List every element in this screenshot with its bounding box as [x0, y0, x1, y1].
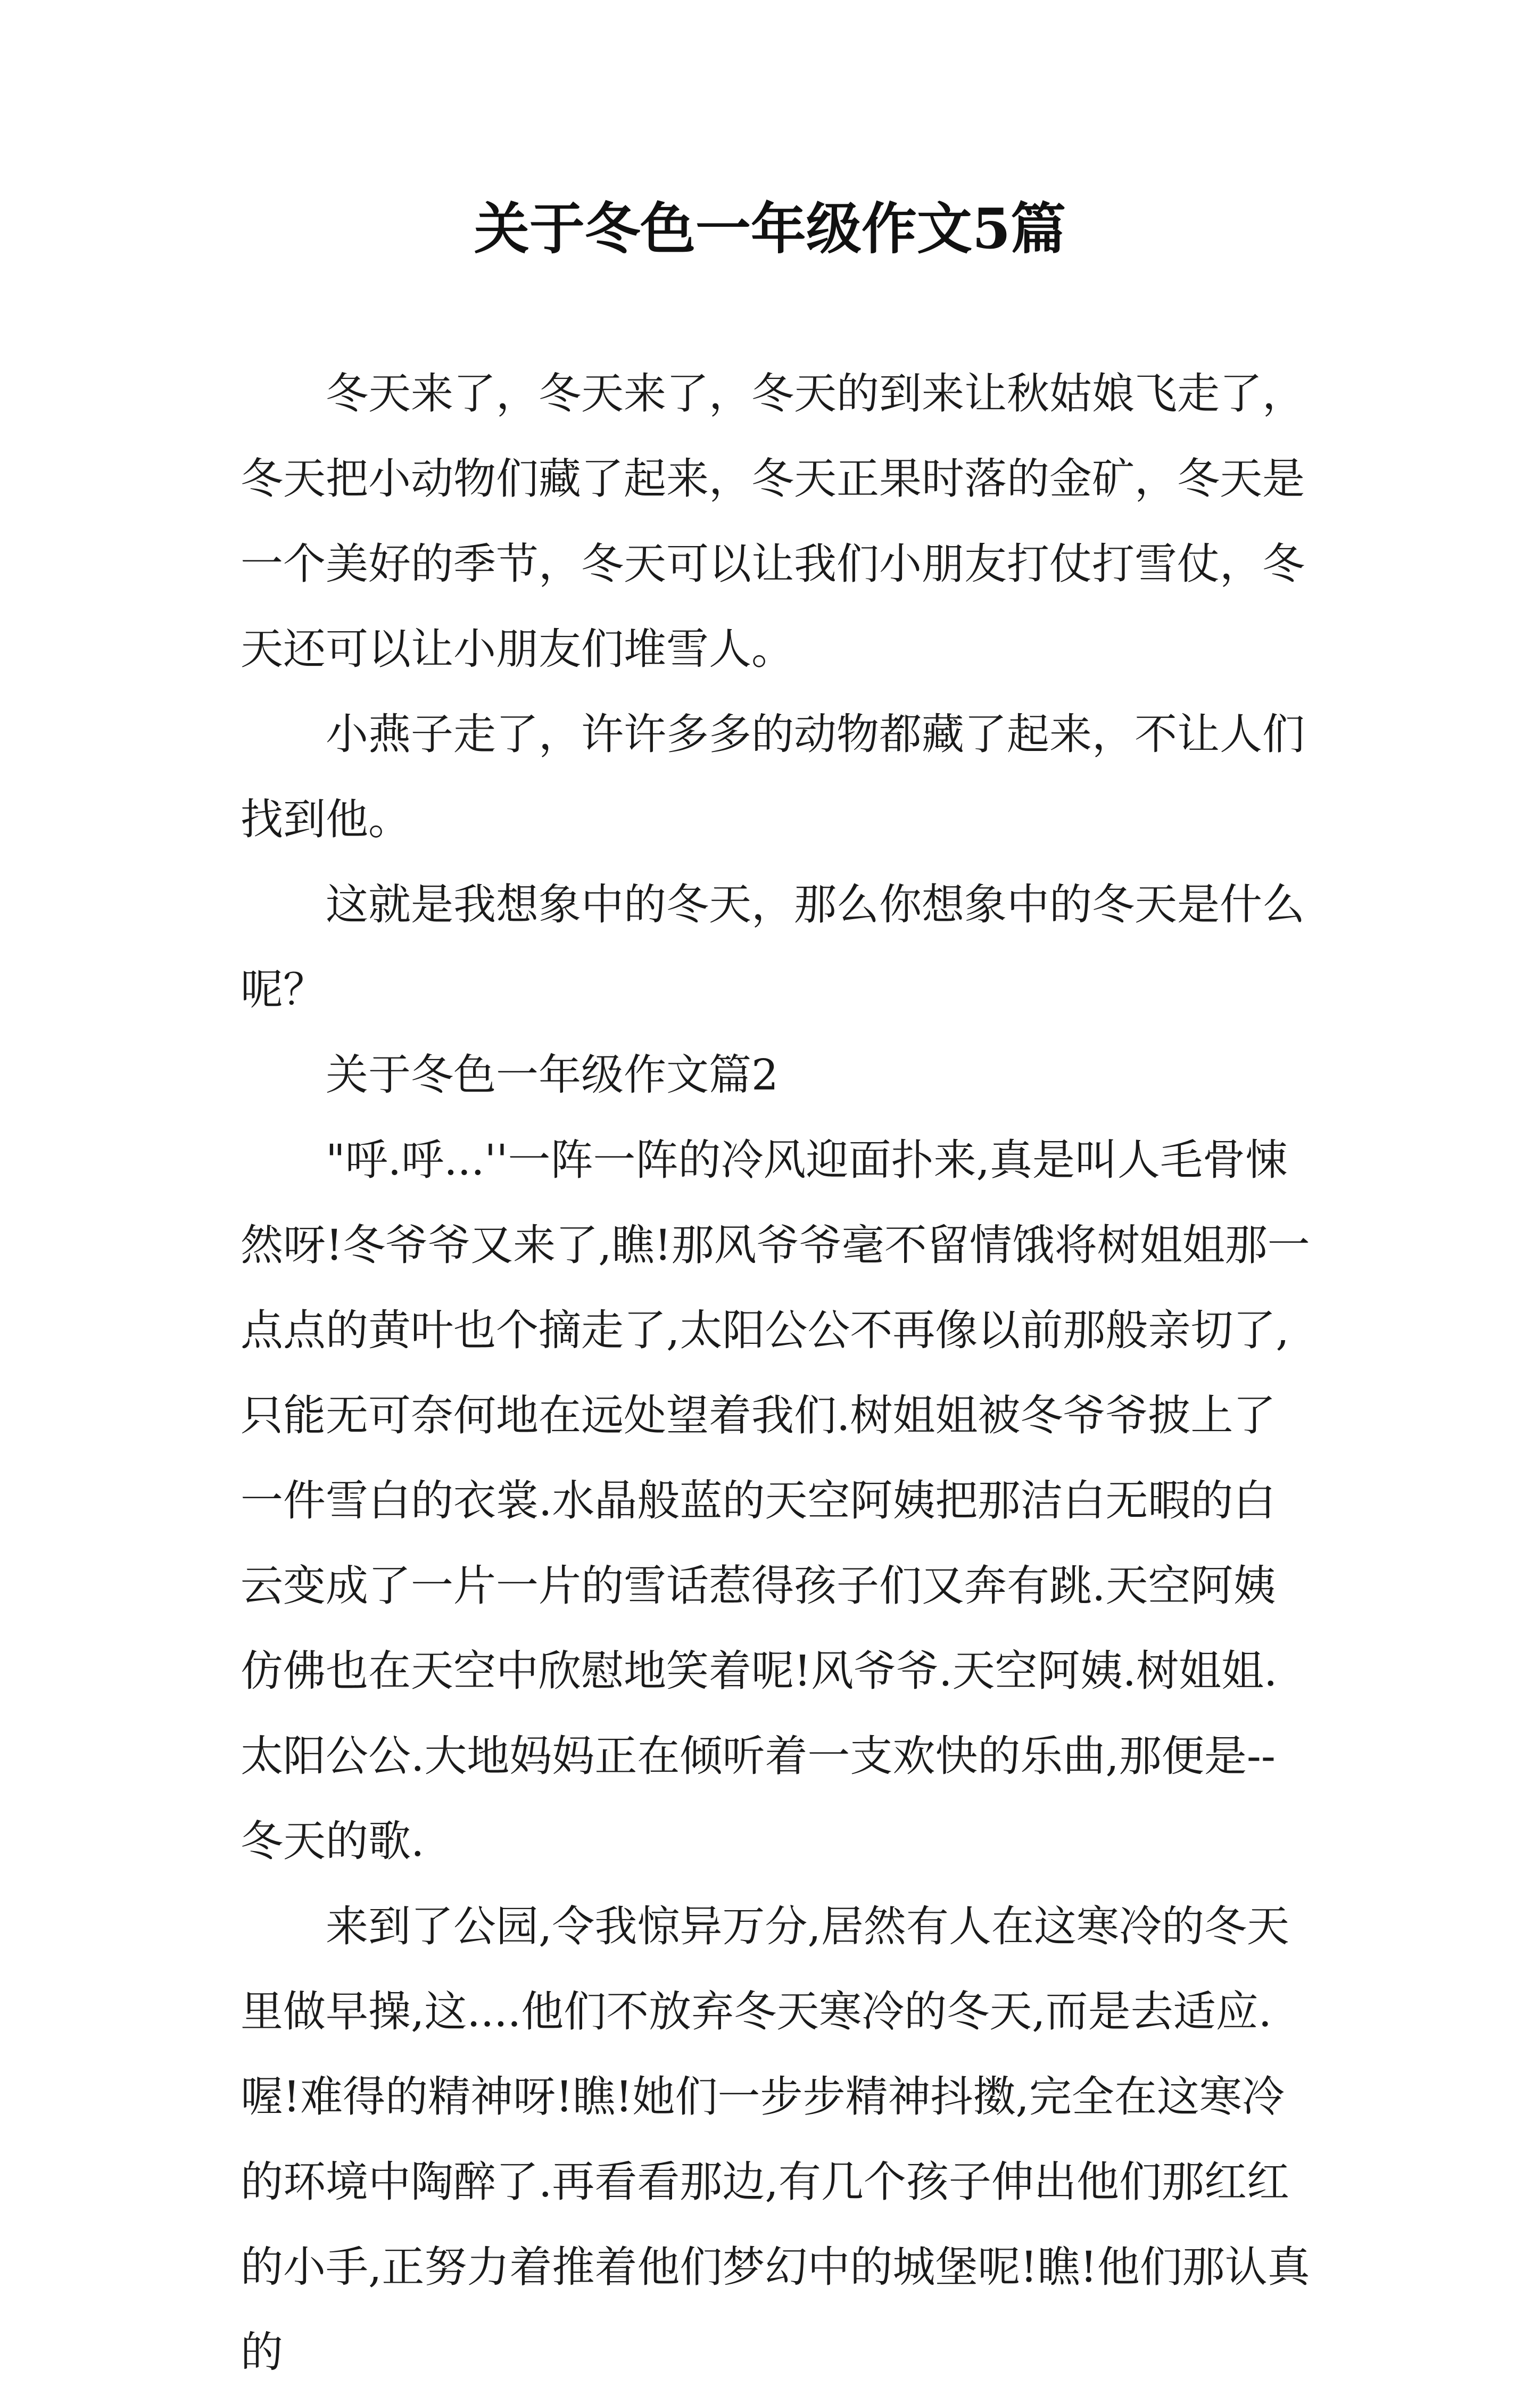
document-title: 关于冬色一年级作文5篇	[474, 196, 1066, 261]
paragraph-4: "呼.呼...''一阵一阵的冷风迎面扑来,真是叫人毛骨悚然呀!冬爷爷又来了,瞧!那风爷爷毫不留情饿将树姐姐那一点点的黄叶也个摘走了,太阳公公不再像以前那般亲切了,只能无可奈何地在远处望着我们.树姐姐被冬爷爷披上了一件雪白的衣裳.水晶般蓝的天空阿姨把那洁白无暇的白云变成了一片一片的雪话惹得孩子们又奔有跳.天空阿姨仿佛也在天空中欣慰地笑着呢!风爷爷.天空阿姨.树姐姐.太阳公公.大地妈妈正在倾听着一支欢快的乐曲,那便是--冬天的歌.	[241, 1135, 1310, 1866]
section-heading-2: 关于冬色一年级作文篇2	[326, 1050, 779, 1100]
document-body	[241, 351, 1315, 2395]
paragraph-1: 冬天来了，冬天来了，冬天的到来让秋姑娘飞走了，冬天把小动物们藏了起来，冬天正果时落的金矿，冬天是一个美好的季节，冬天可以让我们小朋友打仗打雪仗，冬天还可以让小朋友们堆雪人。	[241, 369, 1305, 674]
paragraph-3: 这就是我想象中的冬天，那么你想象中的冬天是什么呢？	[241, 880, 1305, 1014]
paragraph-2: 小燕子走了，许许多多的动物都藏了起来，不让人们找到他。	[241, 709, 1305, 844]
paragraph-5: 来到了公园,令我惊异万分,居然有人在这寒冷的冬天里做早操,这....他们不放弃冬天寒冷的冬天,而是去适应.喔!难得的精神呀!瞧!她们一步步精神抖擞,完全在这寒冷的环境中陶醉了.再看看那边,有几个孩子伸出他们那红红的小手,正努力着推着他们梦幻中的城堡呢!瞧!他们那认真的	[241, 1902, 1310, 2377]
